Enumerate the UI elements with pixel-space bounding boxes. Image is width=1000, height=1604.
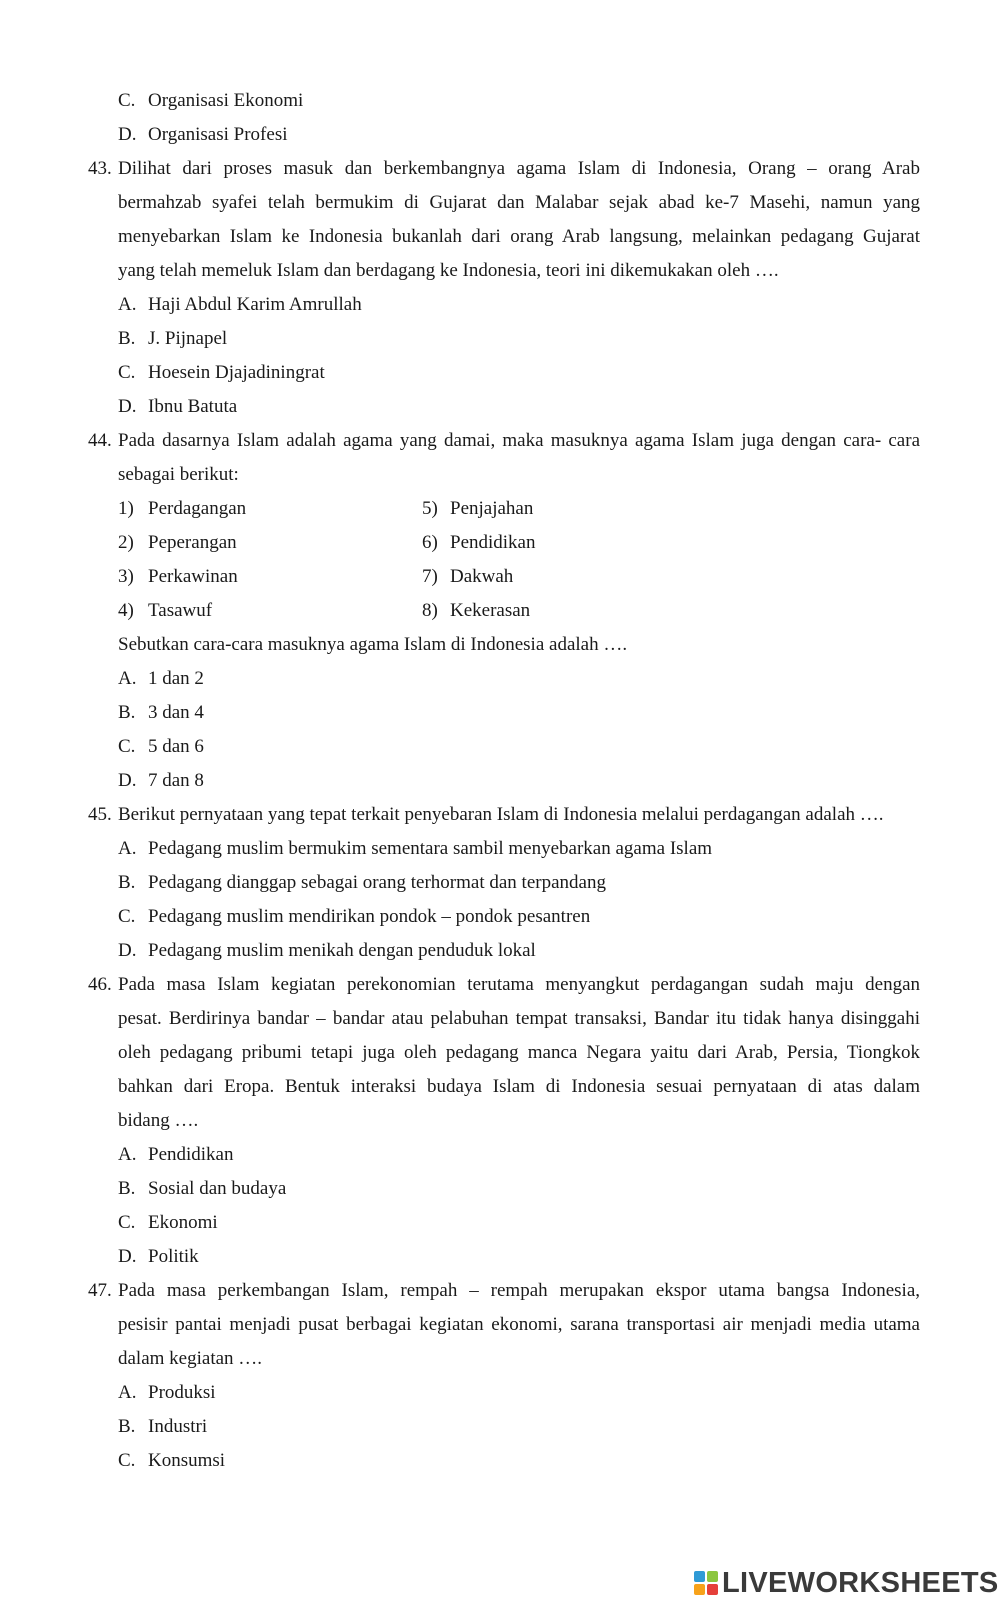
question-stem-line: dalam kegiatan …. bbox=[118, 1348, 263, 1369]
question-stem-line: bahkan dari Eropa. Bentuk interaksi budaya Islam di Indonesia sesuai pernyataan di atas dalam bbox=[118, 1076, 920, 1097]
question-number: 44. bbox=[88, 430, 112, 451]
logo-square bbox=[707, 1584, 718, 1595]
logo-square bbox=[694, 1584, 705, 1595]
question-stem-line: oleh pedagang pribumi tetapi juga oleh pedagang manca Negara yaitu dari Arab, Persia, Tiongkok bbox=[118, 1042, 920, 1063]
question-45 bbox=[0, 798, 1000, 968]
question-stem-line: bidang …. bbox=[118, 1110, 199, 1131]
worksheet-page bbox=[0, 84, 1000, 1478]
list-row: 1) Perdagangan 5) Penjajahan bbox=[118, 498, 534, 519]
option-c[interactable]: C. 5 dan 6 bbox=[118, 736, 204, 757]
option-a[interactable]: A. 1 dan 2 bbox=[118, 668, 204, 689]
option-c[interactable]: C. Hoesein Djajadiningrat bbox=[118, 362, 325, 383]
logo-square bbox=[707, 1571, 718, 1582]
question-stem-line: yang telah memeluk Islam dan berdagang ke Indonesia, teori ini dikemukakan oleh …. bbox=[118, 260, 779, 281]
question-stem-line: pesisir pantai menjadi pusat berbagai kegiatan ekonomi, sarana transportasi air menjadi media utama bbox=[118, 1314, 920, 1335]
question-stem-line: 46. Pada masa Islam kegiatan perekonomian terutama menyangkut perdagangan sudah maju dengan bbox=[0, 968, 1000, 1002]
option-b[interactable]: B. Industri bbox=[118, 1416, 208, 1437]
question-46 bbox=[0, 968, 1000, 1274]
option-a[interactable]: A. Haji Abdul Karim Amrullah bbox=[118, 294, 362, 315]
question-number: 47. bbox=[88, 1280, 112, 1301]
question-stem-line: bermahzab syafei telah bermukim di Gujarat dan Malabar sejak abad ke-7 Masehi, namun yang bbox=[118, 192, 920, 213]
question-prompt: Sebutkan cara-cara masuknya agama Islam di Indonesia adalah …. bbox=[118, 634, 628, 655]
list-row: 4) Tasawuf 8) Kekerasan bbox=[118, 600, 531, 621]
option-a[interactable]: A. Produksi bbox=[118, 1382, 216, 1403]
option-d[interactable]: D. 7 dan 8 bbox=[118, 770, 204, 791]
option-c[interactable]: C. Pedagang muslim mendirikan pondok – pondok pesantren bbox=[118, 906, 591, 927]
logo-text: LIVEWORKSHEETS bbox=[722, 1566, 999, 1599]
question-number: 45. bbox=[88, 804, 112, 825]
option-c[interactable]: C. Organisasi Ekonomi bbox=[118, 90, 304, 111]
liveworksheets-logo[interactable] bbox=[694, 1566, 999, 1600]
question-43 bbox=[0, 152, 1000, 424]
option-a[interactable]: A. Pedagang muslim bermukim sementara sambil menyebarkan agama Islam bbox=[118, 838, 713, 859]
option-b[interactable]: B. 3 dan 4 bbox=[118, 702, 204, 723]
option-c[interactable]: C. Konsumsi bbox=[118, 1450, 226, 1471]
question-stem-line: 47. Pada masa perkembangan Islam, rempah – rempah merupakan ekspor utama bangsa Indonesia, bbox=[0, 1274, 1000, 1308]
question-stem-line: sebagai berikut: bbox=[118, 464, 239, 485]
liveworksheets-logo-icon bbox=[694, 1571, 718, 1595]
option-d[interactable]: D. Ibnu Batuta bbox=[118, 396, 238, 417]
option-d[interactable]: D. Pedagang muslim menikah dengan penduduk lokal bbox=[118, 940, 536, 961]
question-47 bbox=[0, 1274, 1000, 1478]
question-number: 43. bbox=[88, 158, 112, 179]
option-a[interactable]: A. Pendidikan bbox=[118, 1144, 234, 1165]
option-d[interactable]: D. Politik bbox=[118, 1246, 199, 1267]
question-44 bbox=[0, 424, 1000, 798]
question-stem-line: 45. Berikut pernyataan yang tepat terkait penyebaran Islam di Indonesia melalui perdagangan adalah …. bbox=[0, 798, 1000, 832]
question-number: 46. bbox=[88, 974, 112, 995]
list-row: 2) Peperangan 6) Pendidikan bbox=[118, 532, 536, 553]
question-stem-line: pesat. Berdirinya bandar – bandar atau pelabuhan tempat transaksi, Bandar itu tidak hanya disinggahi bbox=[118, 1008, 920, 1029]
option-c[interactable]: C. Ekonomi bbox=[118, 1212, 218, 1233]
question-stem-line: menyebarkan Islam ke Indonesia bukanlah dari orang Arab langsung, melainkan pedagang Gujarat bbox=[118, 226, 920, 247]
option-b[interactable]: B. Sosial dan budaya bbox=[118, 1178, 287, 1199]
question-stem-line: 43. Dilihat dari proses masuk dan berkembangnya agama Islam di Indonesia, Orang – orang Arab bbox=[0, 152, 1000, 186]
question-42-options bbox=[0, 84, 1000, 152]
option-b[interactable]: B. J. Pijnapel bbox=[118, 328, 228, 349]
list-row: 3) Perkawinan 7) Dakwah bbox=[118, 566, 514, 587]
option-b[interactable]: B. Pedagang dianggap sebagai orang terhormat dan terpandang bbox=[118, 872, 606, 893]
option-d[interactable]: D. Organisasi Profesi bbox=[118, 124, 288, 145]
question-stem-line: 44. Pada dasarnya Islam adalah agama yang damai, maka masuknya agama Islam juga dengan cara- cara bbox=[0, 424, 1000, 458]
logo-square bbox=[694, 1571, 705, 1582]
